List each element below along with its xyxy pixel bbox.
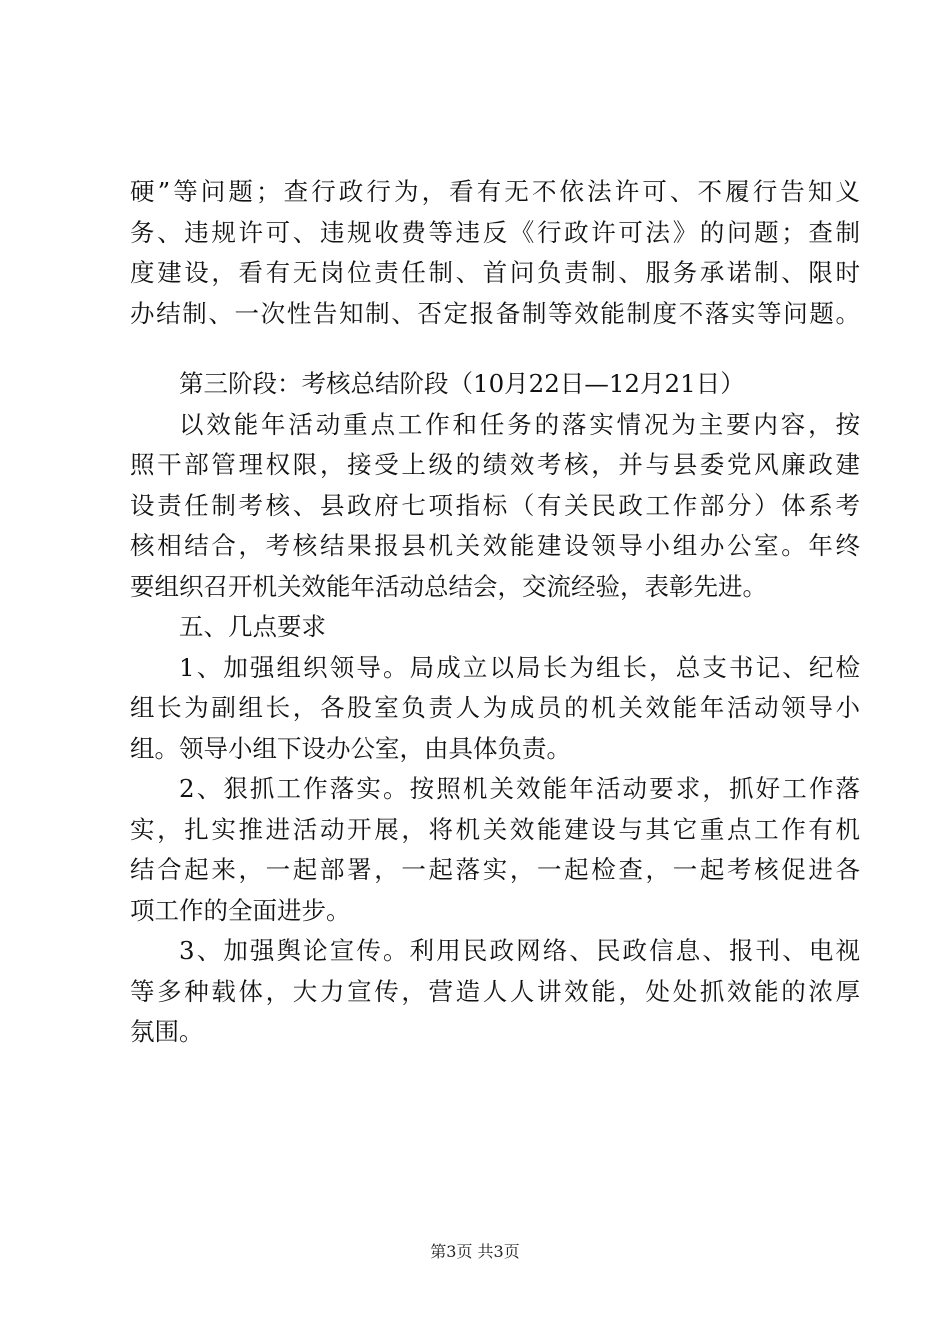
stage-3-heading: 第三阶段：考核总结阶段（10月22日—12月21日） bbox=[179, 369, 745, 398]
text-line: 硬”等问题；查行政行为，看有无不依法许可、不履行告知义 bbox=[130, 177, 860, 206]
text-line: 3、加强舆论宣传。利用民政网络、民政信息、报刊、电视 bbox=[179, 936, 860, 965]
text-line: 氛围。 bbox=[130, 1017, 204, 1046]
text-line: 组长为副组长，各股室负责人为成员的机关效能年活动领导小 bbox=[130, 693, 860, 722]
requirement-2 bbox=[130, 769, 860, 931]
text-line: 度建设，看有无岗位责任制、首问负责制、服务承诺制、限时 bbox=[130, 258, 860, 287]
page-footer bbox=[0, 1241, 950, 1263]
text-line: 要组织召开机关效能年活动总结会，交流经验，表彰先进。 bbox=[130, 571, 767, 601]
text-line: 等多种载体，大力宣传，营造人人讲效能，处处抓效能的浓厚 bbox=[130, 976, 860, 1006]
page-indicator: 第3页 共3页 bbox=[430, 1242, 520, 1261]
text-line: 以效能年活动重点工作和任务的落实情况为主要内容，按 bbox=[179, 409, 860, 439]
requirement-1 bbox=[130, 648, 860, 770]
text-line: 核相结合，考核结果报县机关效能建设领导小组办公室。年终 bbox=[130, 531, 860, 560]
text-line: 照干部管理权限，接受上级的绩效考核，并与县委党风廉政建 bbox=[130, 450, 860, 479]
text-line: 2、狠抓工作落实。按照机关效能年活动要求，抓好工作落 bbox=[179, 774, 860, 803]
requirement-3 bbox=[130, 931, 860, 1053]
text-line: 1、加强组织领导。局成立以局长为组长，总支书记、纪检 bbox=[179, 652, 860, 682]
paragraph-stage-3 bbox=[130, 364, 860, 607]
text-line: 办结制、一次性告知制、否定报备制等效能制度不落实等问题。 bbox=[130, 298, 860, 328]
text-line: 项工作的全面进步。 bbox=[130, 895, 351, 925]
text-line: 组。领导小组下设办公室，由具体负责。 bbox=[130, 733, 571, 763]
paragraph-inspection-continued bbox=[130, 172, 860, 334]
text-line: 设责任制考核、县政府七项指标（有关民政工作部分）体系考 bbox=[130, 490, 860, 520]
section-5-heading: 五、几点要求 bbox=[179, 612, 326, 641]
paragraph-gap bbox=[130, 334, 860, 364]
text-line: 务、违规许可、违规收费等违反《行政许可法》的问题；查制 bbox=[130, 217, 860, 247]
document-body bbox=[130, 172, 860, 1053]
text-line: 实，扎实推进活动开展，将机关效能建设与其它重点工作有机 bbox=[130, 814, 860, 844]
text-line: 结合起来，一起部署，一起落实，一起检查，一起考核促进各 bbox=[130, 855, 860, 884]
